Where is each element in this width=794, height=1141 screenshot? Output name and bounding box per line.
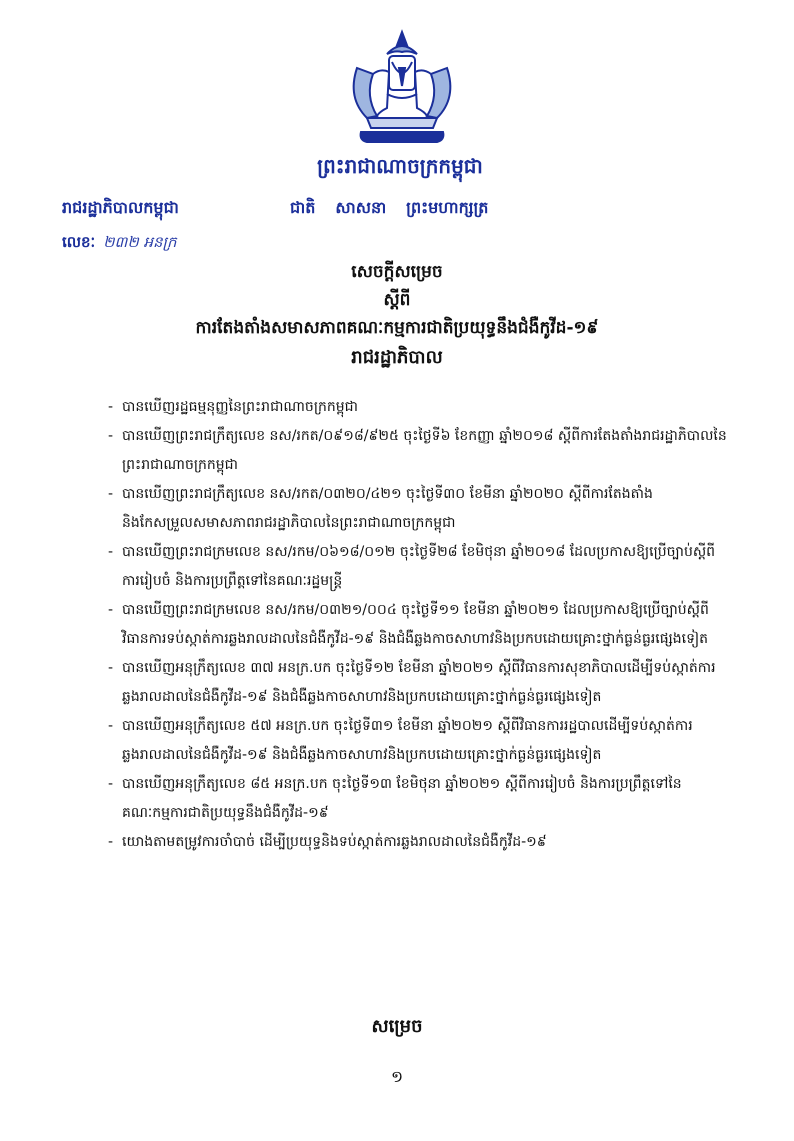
document-title <box>0 258 794 342</box>
page-number: ១ <box>390 1067 404 1086</box>
list-item: - បានឃើញព្រះរាជក្រឹត្យលេខ នស/រកត/០៩១៨/៩២៥ ចុះថ្ងៃទី៦ ខែកញ្ញា ឆ្នាំ២០១៨ ស្តីពីការតែងតាំងរាជរដ្ឋាភិបាលនៃព្រះរាជាណាចក្រកម្ពុជា <box>108 422 728 480</box>
list-item: - បានឃើញព្រះរាជក្រមលេខ នស/រកម/០៣២១/០០៤ ចុះថ្ងៃទី១១ ខែមីនា ឆ្នាំ២០២១ ដែលប្រកាសឱ្យប្រើច្បាប់ស្តីពីវិធានការទប់ស្កាត់ការឆ្លងរាលដាលនៃជំងឺកូវីដ-១៩ និងជំងឺឆ្លងកាចសាហាវនិងប្រកបដោយគ្រោះថ្នាក់ធ្ងន់ធ្ងរផ្សេងទៀត <box>108 596 728 654</box>
list-item: - បានឃើញព្រះរាជក្រមលេខ នស/រកម/០៦១៨/០១២ ចុះថ្ងៃទី២៨ ខែមិថុនា ឆ្នាំ២០១៨ ដែលប្រកាសឱ្យប្រើច្បាប់ស្តីពីការរៀបចំ និងការប្រព្រឹត្តទៅនៃគណៈរដ្ឋមន្ត្រី <box>108 538 728 596</box>
decision-heading: សម្រេច <box>371 1016 423 1037</box>
reference-list <box>108 393 728 857</box>
list-item: - បានឃើញព្រះរាជក្រឹត្យលេខ នស/រកត/០៣២០/៤២១ ចុះថ្ងៃទី៣០ ខែមីនា ឆ្នាំ២០២០ ស្តីពីការតែងតាំង និងកែសម្រួលសមាសភាពរាជរដ្ឋាភិបាលនៃព្រះរាជាណាចក្រកម្ពុជា <box>108 480 728 538</box>
motto-nation: ជាតិ <box>290 198 316 217</box>
number-value: ២៣២ អនក្រ <box>103 233 177 251</box>
kingdom-title: ព្រះរាជាណាចក្រកម្ពុជា <box>317 154 483 178</box>
list-item: - បានឃើញអនុក្រឹត្យលេខ ៣៧ អនក្រ.បក ចុះថ្ងៃទី១២ ខែមីនា ឆ្នាំ២០២១ ស្តីពីវិធានការសុខាភិបាលដើម្បីទប់ស្កាត់ការឆ្លងរាលដាលនៃជំងឺកូវីដ-១៩ និងជំងឺឆ្លងកាចសាហាវនិងប្រកបដោយគ្រោះថ្នាក់ធ្ងន់ធ្ងរផ្សេងទៀត <box>108 654 728 712</box>
document-number <box>62 233 176 255</box>
title-decision: សេចក្តីសម្រេច <box>351 262 443 282</box>
number-label: លេខៈ <box>62 233 96 251</box>
motto-religion: សាសនា <box>335 198 387 217</box>
title-on: ស្តីពី <box>383 290 411 310</box>
national-motto <box>290 197 570 221</box>
list-item: - បានឃើញរដ្ឋធម្មនុញ្ញនៃព្រះរាជាណាចក្រកម្ពុជា <box>108 393 728 422</box>
title-subject: ការតែងតាំងសមាសភាពគណៈកម្មការជាតិប្រយុទ្ធនឹងជំងឺកូវីដ-១៩ <box>195 318 599 338</box>
list-item: - យោងតាមតម្រូវការចាំបាច់ ដើម្បីប្រយុទ្ធនិងទប់ស្កាត់ការឆ្លងរាលដាលនៃជំងឺកូវីដ-១៩ <box>108 828 728 857</box>
motto-king: ព្រះមហាក្សត្រ <box>406 198 489 217</box>
issuer-government: រាជរដ្ឋាភិបាលកម្ពុជា <box>62 198 179 217</box>
government-heading: រាជរដ្ឋាភិបាល <box>351 347 443 368</box>
list-item: - បានឃើញអនុក្រឹត្យលេខ ៨៥ អនក្រ.បក ចុះថ្ងៃទី១៣ ខែមិថុនា ឆ្នាំ២០២១ ស្តីពីការរៀបចំ និងការប្រព្រឹត្តទៅនៃគណៈកម្មការជាតិប្រយុទ្ធនឹងជំងឺកូវីដ-១៩ <box>108 770 728 828</box>
royal-arms-emblem <box>337 28 467 148</box>
list-item: - បានឃើញអនុក្រឹត្យលេខ ៥៧ អនក្រ.បក ចុះថ្ងៃទី៣១ ខែមីនា ឆ្នាំ២០២១ ស្តីពីវិធានការរដ្ឋបាលដើម្បីទប់ស្កាត់ការឆ្លងរាលដាលនៃជំងឺកូវីដ-១៩ និងជំងឺឆ្លងកាចសាហាវនិងប្រកបដោយគ្រោះថ្នាក់ធ្ងន់ធ្ងរផ្សេងទៀត <box>108 712 728 770</box>
